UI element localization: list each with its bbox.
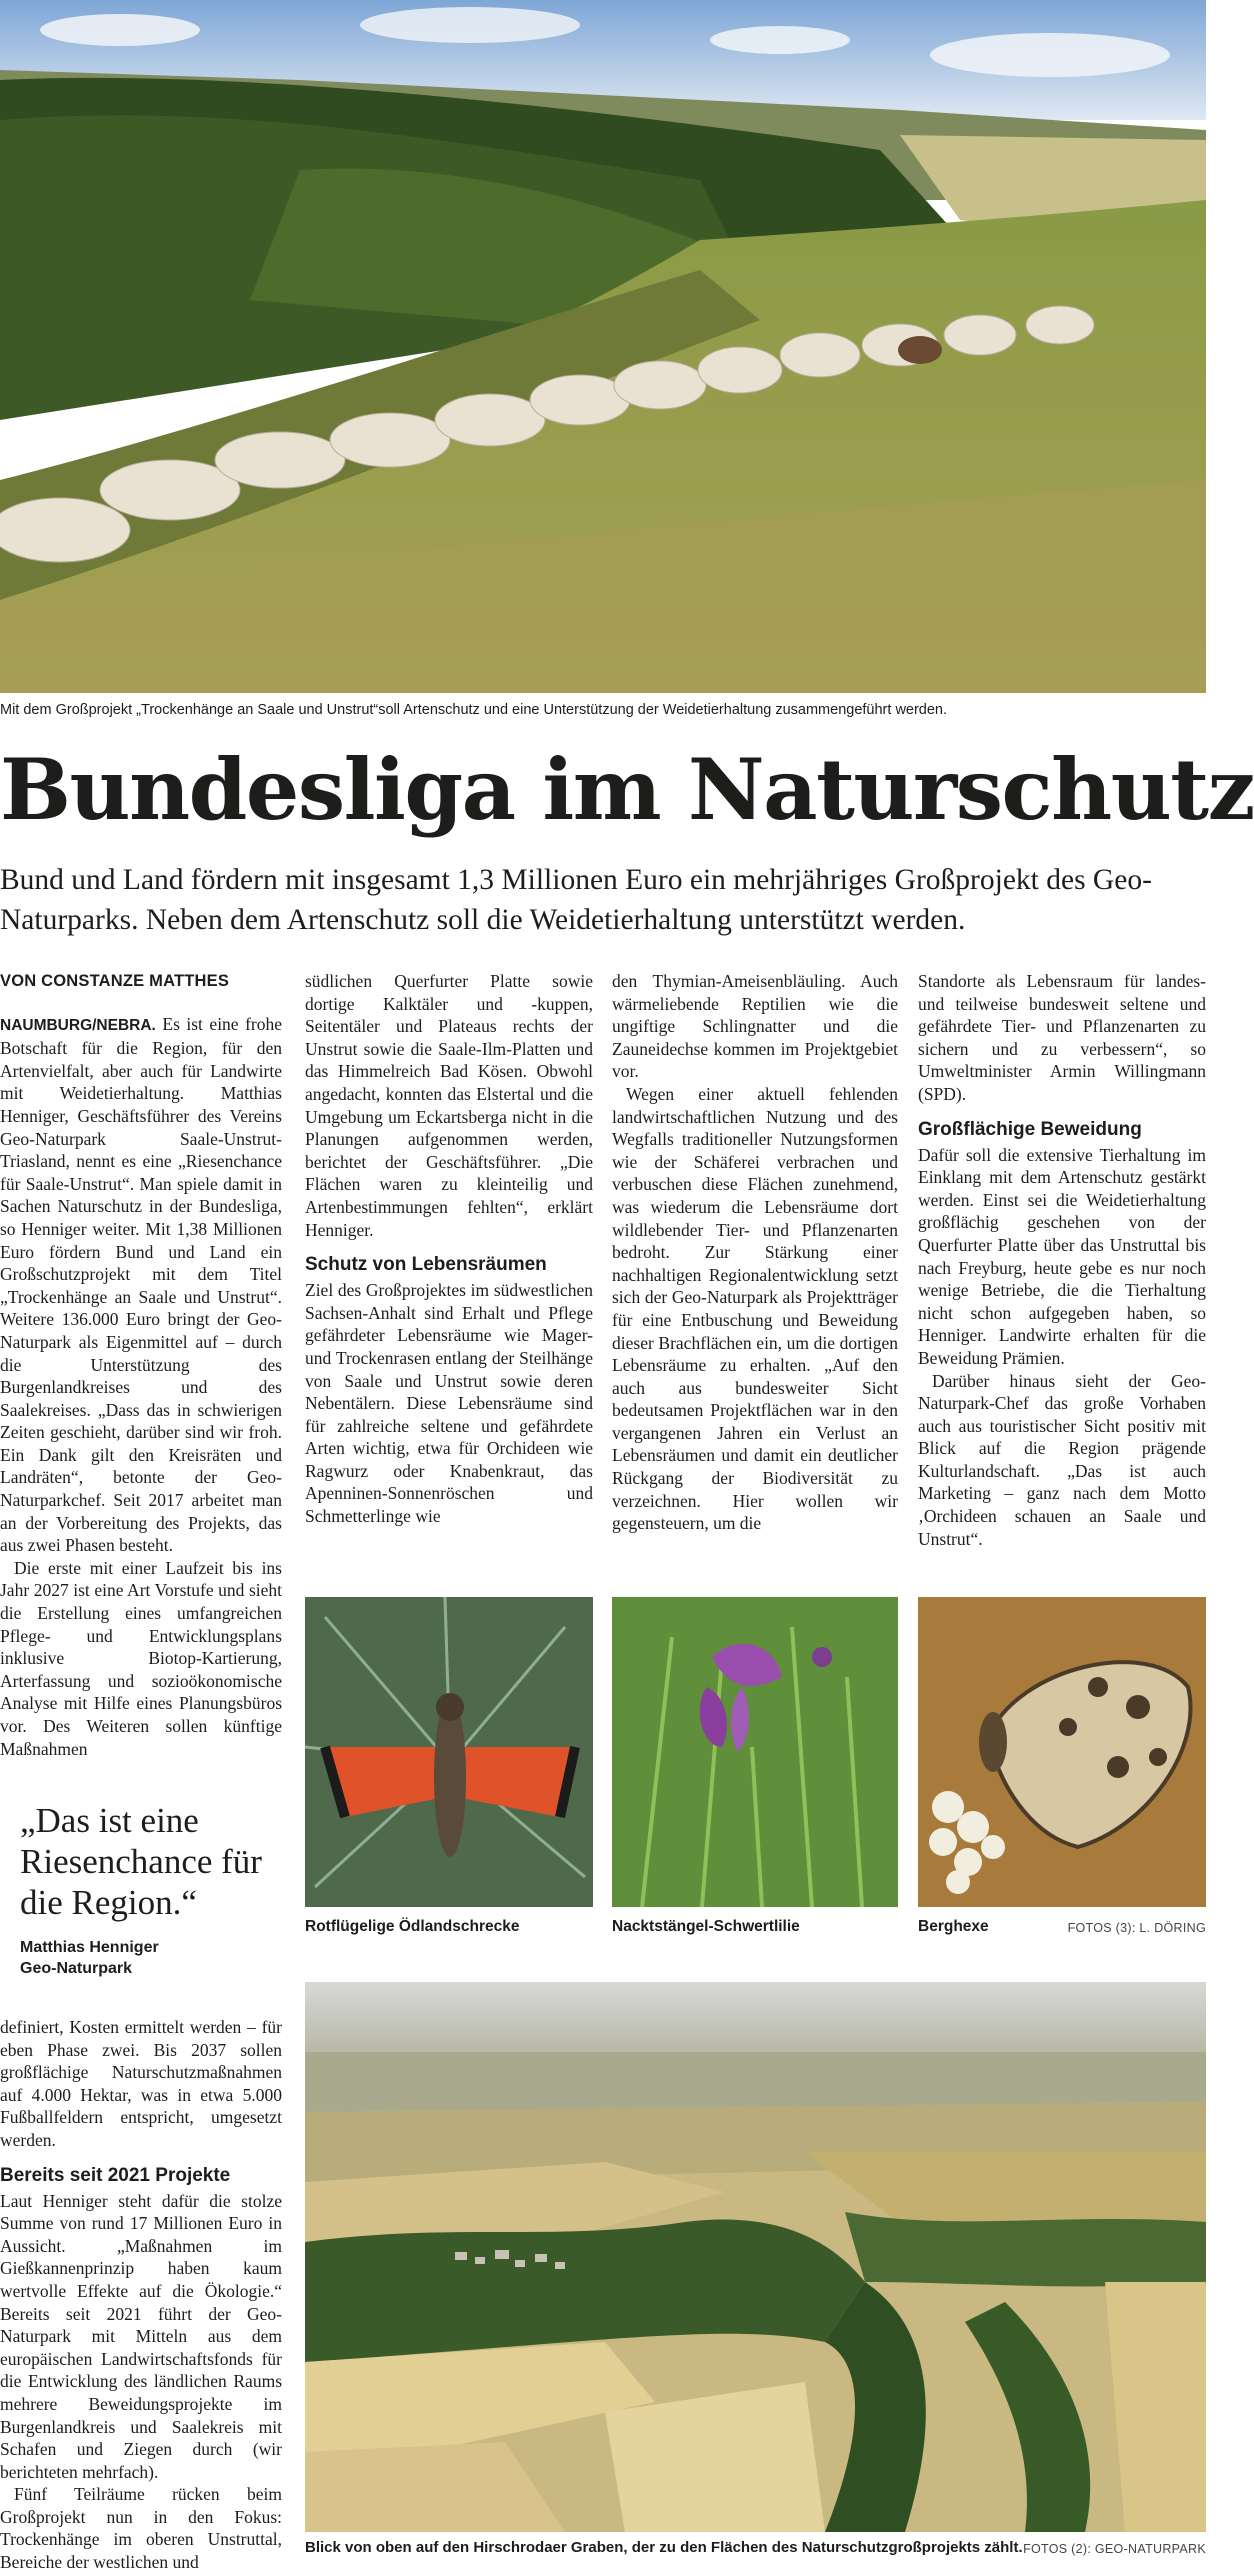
photo-butterfly-caption: Berghexe: [918, 1918, 989, 1935]
article-paragraph: [0, 1013, 282, 1557]
article-paragraph: Standorte als Lebensraum für landes- und teilweise bundesweit seltene und gefährdete Tier- und Pflanzenarten zu sichern und zu verbessern“, so Umweltminister Armin Willingmann (SPD).: [918, 971, 1206, 1104]
photo-iris-flower: [612, 1597, 898, 1907]
photo-butterfly: [918, 1597, 1206, 1907]
article-paragraph: Wegen einer aktuell fehlenden landwirtschaftlichen Nutzung und des Wegfalls traditioneller Nutzungsformen wie der Schäferei verbrachen und verbuschen diese Flächen zunehmend, was wiederum die Lebensräume dort wildlebender Tier- und Pflanzenarten bedroht. Zur Stärkung einer nachhaltigen Regionalentwicklung setzt sich der Geo-Naturpark als Projektträger für eine Entbuschung und Beweidung dieser Brachflächen ein, um die dortigen Lebensräume zu erhalten. „Auf den auch aus bundesweiter Sicht bedeutsamen Projektflächen war in den vergangenen Jahren ein Verlust an Lebensräumen und damit ein deutlicher Rückgang der Biodiversität zu verzeichnen. Hier wollen wir gegensteuern, um die: [612, 1083, 898, 1534]
pull-quote-role: Geo-Naturpark: [20, 1960, 133, 1977]
photo-aerial-graphic: [305, 1982, 1206, 2532]
article-column-3: [612, 970, 898, 1588]
hero-photo-graphic: [0, 0, 1206, 693]
article-subhead: Großflächige Beweidung: [918, 1118, 1142, 1140]
pull-quote: [20, 1800, 282, 1979]
pull-quote-author: Matthias Henniger: [20, 1939, 159, 1956]
article-deck: Bund und Land fördern mit insgesamt 1,3 Millionen Euro ein mehrjähriges Großprojekt des Geo-Naturparks. Neben dem Artenschutz soll die Weidetierhaltung unterstützt werden.: [0, 864, 1152, 936]
article-paragraph: Dafür soll die extensive Tierhaltung im Einklang mit dem Artenschutz gestärkt werden. Einst sei die Weidetierhaltung großflächig geschehen von der Querfurter Platte über das Unstruttal bis nach Freyburg, heute gebe es nur noch wenige Betriebe, die die Tierhaltung nicht schon aufgegeben haben, so Henniger. Landwirte erhalten für die Beweidung Prämien.: [918, 1144, 1206, 1368]
article-paragraph: Die erste mit einer Laufzeit bis ins Jahr 2027 ist eine Art Vorstufe und sieht die Erstellung eines umfangreichen Pflege- und Entwicklungsplans inklusive Biotop-Kartierung, Arterfassung und sozioökonomische Analyse mit Hilfe eines Planungsbüros vor. Des Weiteren sollen künftige Maßnahmen: [0, 1557, 282, 1759]
article-subhead: Schutz von Lebensräumen: [305, 1254, 547, 1276]
article-dateline: NAUMBURG/NEBRA.: [0, 1016, 156, 1034]
photo-grasshopper-caption: Rotflügelige Ödlandschrecke: [305, 1918, 520, 1935]
article-paragraph: Darüber hinaus sieht der Geo-Naturpark-Chef das große Vorhaben auch aus touristischer Sicht positiv mit Blick auf die Region prägende Kulturlandschaft. „Das ist auch Marketing – ganz nach dem Motto ‚Orchideen schauen an Saale und Unstrut“.: [918, 1370, 1206, 1549]
hero-photo-caption: Mit dem Großprojekt „Trockenhänge an Saale und Unstrut“soll Artenschutz und eine Unterstützung der Weidetierhaltung zusammengeführt werden.: [0, 702, 948, 718]
photo-butterfly-graphic: [918, 1597, 1206, 1907]
article-byline: VON CONSTANZE MATTHES: [0, 972, 230, 990]
article-column-4: [918, 970, 1206, 1588]
article-paragraph: Laut Henniger steht dafür die stolze Summe von rund 17 Millionen Euro in Aussicht. „Maßnahmen im Gießkannenprinzip haben kaum wertvolle Effekte auf die Ökologie.“ Bereits seit 2021 führt der Geo-Naturpark mit Mitteln aus dem europäischen Landwirtschaftsfonds für die Entwicklung des ländlichen Raums mehrere Beweidungsprojekte im Burgenlandkreis und Saalekreis mit Schafen und Ziegen durch (wir berichteten mehrfach).: [0, 2190, 282, 2482]
photo-aerial-landscape: [305, 1982, 1206, 2532]
article-paragraph: definiert, Kosten ermittelt werden – für eben Phase zwei. Bis 2037 sollen großflächige Naturschutzmaßnahmen auf 4.000 Hektar, was in etwa 5.000 Fußballfeldern entspricht, umgesetzt werden.: [0, 2017, 282, 2150]
photo-grasshopper-graphic: [305, 1597, 593, 1907]
article-column-1: [0, 970, 283, 1759]
pull-quote-text: „Das ist eine Riesenchance für die Region.“: [20, 1801, 262, 1922]
photo-aerial-caption: Blick von oben auf den Hirschrodaer Graben, der zu den Flächen des Naturschutzgroßprojekts zählt.: [305, 2539, 1023, 2556]
article-paragraph: Fünf Teilräume rücken beim Großprojekt nun in den Fokus: Trockenhänge im oberen Unstruttal, Bereiche der westlichen und: [0, 2484, 282, 2573]
photo-credit-aerial: FOTOS (2): GEO-NATURPARK: [1023, 2542, 1206, 2556]
photo-credit-small: FOTOS (3): L. DÖRING: [1067, 1921, 1206, 1935]
article-column-2: [305, 970, 593, 1560]
article-paragraph: südlichen Querfurter Platte sowie dortige Kalktäler und -kuppen, Seitentäler und Plateaus rechts der Unstrut sowie die Saale-Ilm-Platten und das Himmelreich Bad Kösen. Obwohl angedacht, konnten das Elstertal und die Umgebung um Eckartsberga nicht in die Planungen aufgenommen werden, berichtet der Geschäftsführer. „Die Flächen waren zu kleinteilig und Artenbestimmungen fehlten“, erklärt Henniger.: [305, 971, 593, 1240]
article-subhead: Bereits seit 2021 Projekte: [0, 2164, 231, 2186]
article-headline: Bundesliga im Naturschutz: [0, 740, 1254, 839]
photo-iris-graphic: [612, 1597, 898, 1907]
photo-grasshopper: [305, 1597, 593, 1907]
article-column-5: [0, 2016, 282, 2573]
hero-photo-sheep-grazing: [0, 0, 1206, 693]
article-paragraph: den Thymian-Ameisenbläuling. Auch wärmeliebende Reptilien wie die ungiftige Schlingnatter und die Zauneidechse kommen im Projektgebiet vor.: [612, 971, 898, 1082]
article-paragraph-text: Es ist eine frohe Botschaft für die Region, für den Artenvielfalt, aber auch für Landwirte mit Weidetierhaltung. Matthias Henniger, Geschäftsführer des Vereins Geo-Naturpark Saale-Unstrut-Triasland, nennt es eine „Riesenchance für Saale-Unstrut“. Man spiele damit in Sachen Naturschutz in der Bundesliga, so Henniger weiter. Mit 1,38 Millionen Euro fördern Bund und Land ein Großschutzprojekt mit dem Titel „Trockenhänge an Saale und Unstrut“. Weitere 136.000 Euro bringt der Geo-Naturpark als Eigenmittel auf – durch die Unterstützung des Burgenlandkreises und des Saalekreises. „Dass das in schwierigen Zeiten geschieht, darüber sind wir froh. Ein Dank gilt den Kreisräten und Landräten“, betonte der Geo-Naturparkchef. Seit 2017 arbeitet man an der Vorbereitung des Projekts, das aus zwei Phasen besteht.: [0, 1013, 283, 1556]
photo-iris-caption: Nacktstängel-Schwertlilie: [612, 1918, 800, 1935]
article-paragraph: Ziel des Großprojektes im südwestlichen Sachsen-Anhalt sind Erhalt und Pflege gefährdeter Lebensräume wie Mager- und Trockenrasen entlang der Steilhänge von Saale und Unstrut sowie deren Nebentälern. Diese Lebensräume sind für zahlreiche seltene und gefährdete Arten wichtig, etwa für Orchideen wie Ragwurz oder Knabenkraut, das Apenninen-Sonnenröschen und Schmetterlinge wie: [305, 1280, 593, 1527]
